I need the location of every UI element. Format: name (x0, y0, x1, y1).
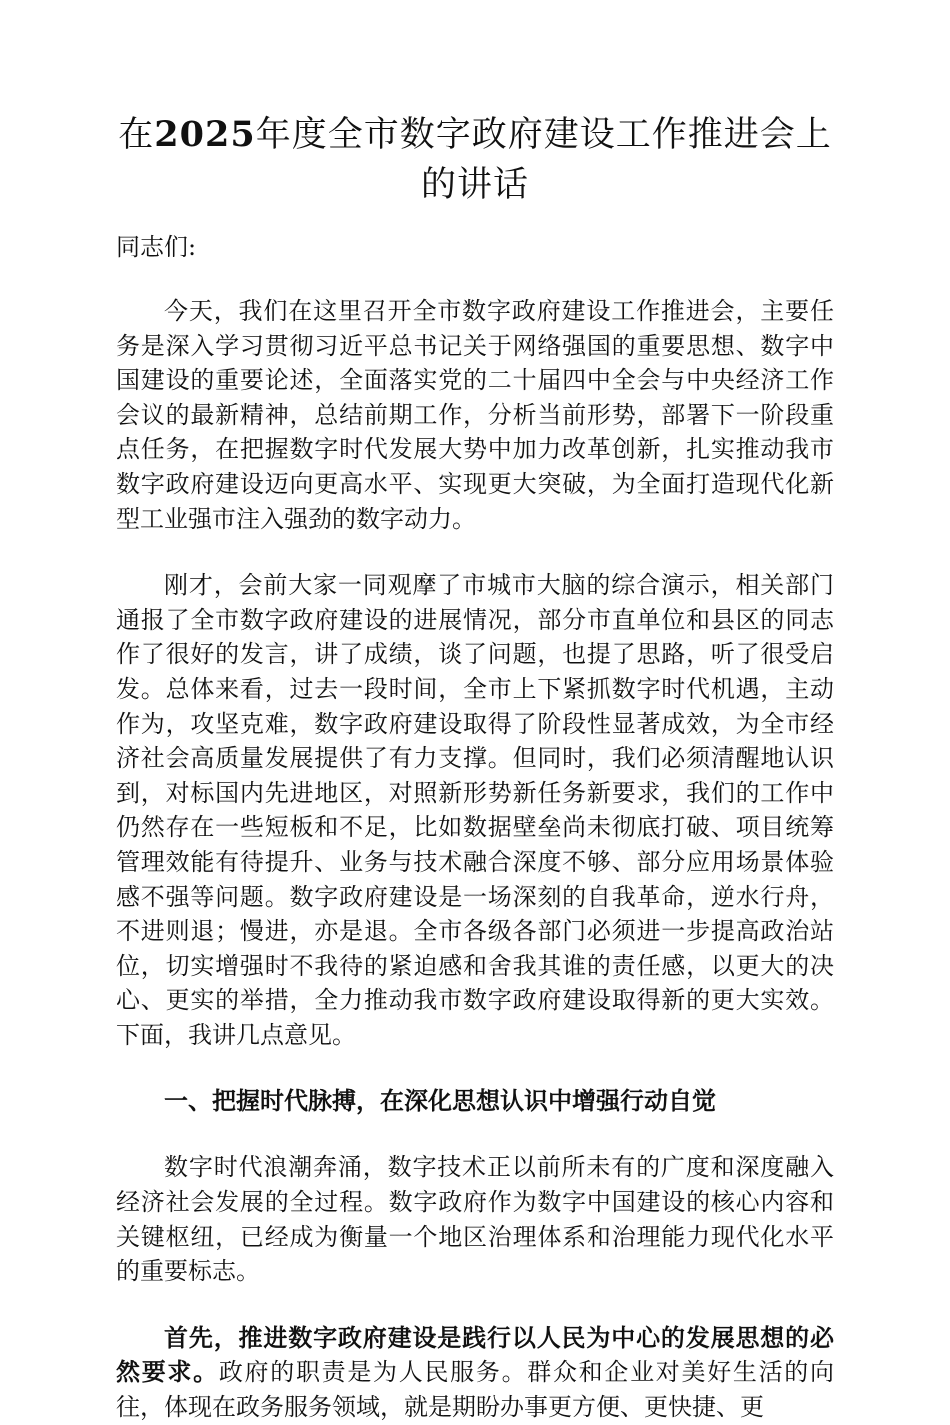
body-paragraph-1: 今天，我们在这里召开全市数字政府建设工作推进会，主要任务是深入学习贯彻习近平总书记关于网络强国的重要思想、数字中国建设的重要论述，全面落实党的二十届四中全会与中央经济工作会议的最新精神，总结前期工作，分析当前形势，部署下一阶段重点任务，在把握数字时代发展大势中加力改革创新，扎实推动我市数字政府建设迈向更高水平、实现更大突破，为全面打造现代化新型工业强市注入强劲的数字动力。 (116, 297, 834, 533)
title-year: 2025 (154, 114, 256, 155)
document-title (116, 110, 834, 210)
point-1-lead: 首先，推进数字政府建设是践行以人民为中心的发展思想的必然要求。 (116, 1322, 834, 1387)
salutation: 同志们: (116, 233, 197, 261)
section-heading-1: 一、把握时代脉搏，在深化思想认识中增强行动自觉 (164, 1086, 716, 1116)
body-paragraph-2: 刚才，会前大家一同观摩了市城市大脑的综合演示，相关部门通报了全市数字政府建设的进展情况，部分市直单位和县区的同志作了很好的发言，讲了成绩，谈了问题，也提了思路，听了很受启发。总体来看，过去一段时间，全市上下紧抓数字时代机遇，主动作为，攻坚克难，数字政府建设取得了阶段性显著成效，为全市经济社会高质量发展提供了有力支撑。但同时，我们必须清醒地认识到，对标国内先进地区，对照新形势新任务新要求，我们的工作中仍然存在一些短板和不足，比如数据壁垒尚未彻底打破、项目统筹管理效能有待提升、业务与技术融合深度不够、部分应用场景体验感不强等问题。数字政府建设是一场深刻的自我革命，逆水行舟，不进则退；慢进，亦是退。全市各级各部门必须进一步提高政治站位，切实增强时不我待的紧迫感和舍我其谁的责任感，以更大的决心、更实的举措，全力推动我市数字政府建设取得新的更大实效。下面，我讲几点意见。 (116, 571, 834, 1049)
point-1-paragraph (116, 1321, 834, 1425)
title-prefix: 在 (118, 115, 155, 155)
title-suffix: 年度全市数字政府建设工作推进会上的讲话 (255, 115, 832, 205)
point-1-text: 政府的职责是为人民服务。群众和企业对美好生活的向往，体现在政务服务领域，就是期盼办事更方便、更快捷、更 (116, 1358, 835, 1422)
section-1-paragraph: 数字时代浪潮奔涌，数字技术正以前所未有的广度和深度融入经济社会发展的全过程。数字政府作为数字中国建设的核心内容和关键枢纽，已经成为衡量一个地区治理体系和治理能力现代化水平的重要标志。 (116, 1153, 834, 1286)
